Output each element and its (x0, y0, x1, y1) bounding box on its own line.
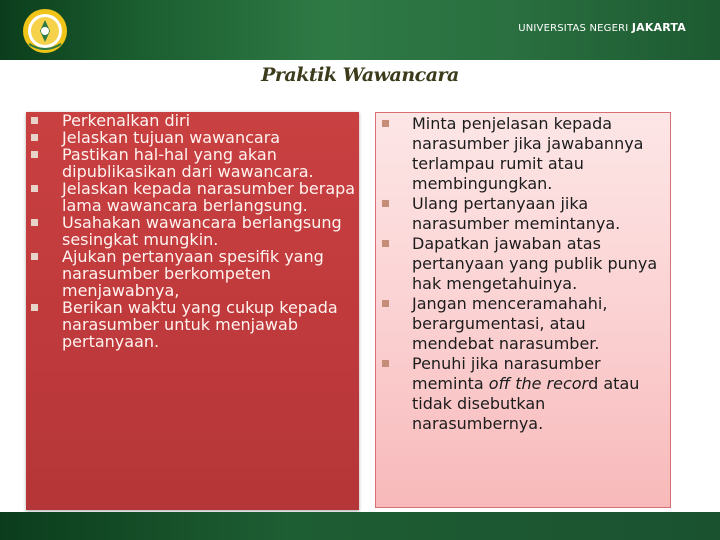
university-name: UNIVERSITAS NEGERI JAKARTA (518, 21, 686, 34)
list-item: Ulang pertanyaan jika narasumber memintanya. (376, 194, 667, 234)
list-item: Pastikan hal-hal yang akan dipublikasikan dari wawancara. (26, 146, 362, 180)
list-item: Jelaskan kepada narasumber berapa lama wawancara berlangsung. (26, 180, 362, 214)
bullet-square-icon (382, 360, 389, 367)
bullet-square-icon (382, 200, 389, 207)
list-item: Ajukan pertanyaan spesifik yang narasumber berkompeten menjawabnya, (26, 248, 362, 299)
bullet-square-icon (31, 117, 38, 124)
list-item: Berikan waktu yang cukup kepada narasumber untuk menjawab pertanyaan. (26, 299, 362, 350)
list-item: Minta penjelasan kepada narasumber jika jawabannya terlampau rumit atau membingungkan. (376, 114, 667, 194)
list-item: Jelaskan tujuan wawancara (26, 129, 362, 146)
bullet-square-icon (31, 304, 38, 311)
footer-bar (0, 512, 720, 540)
right-panel (375, 112, 671, 508)
list-item: Jangan menceramahahi, berargumentasi, atau mendebat narasumber. (376, 294, 667, 354)
bullet-square-icon (31, 253, 38, 260)
left-bullet-list (26, 112, 362, 350)
page-title: Praktik Wawancara (261, 64, 459, 86)
bullet-square-icon (31, 151, 38, 158)
right-bullet-list (376, 114, 667, 434)
list-item: Penuhi jika narasumber meminta off the record atau tidak disebutkan narasumbernya. (376, 354, 667, 434)
list-item: Perkenalkan diri (26, 112, 362, 129)
bullet-square-icon (382, 120, 389, 127)
university-logo-icon (19, 6, 71, 56)
bullet-square-icon (31, 134, 38, 141)
bullet-square-icon (31, 219, 38, 226)
bullet-square-icon (382, 240, 389, 247)
list-item: Dapatkan jawaban atas pertanyaan yang publik punya hak mengetahuinya. (376, 234, 667, 294)
bullet-square-icon (382, 300, 389, 307)
header-bar (0, 0, 720, 60)
list-item: Usahakan wawancara berlangsung sesingkat mungkin. (26, 214, 362, 248)
left-panel (26, 112, 359, 510)
bullet-square-icon (31, 185, 38, 192)
